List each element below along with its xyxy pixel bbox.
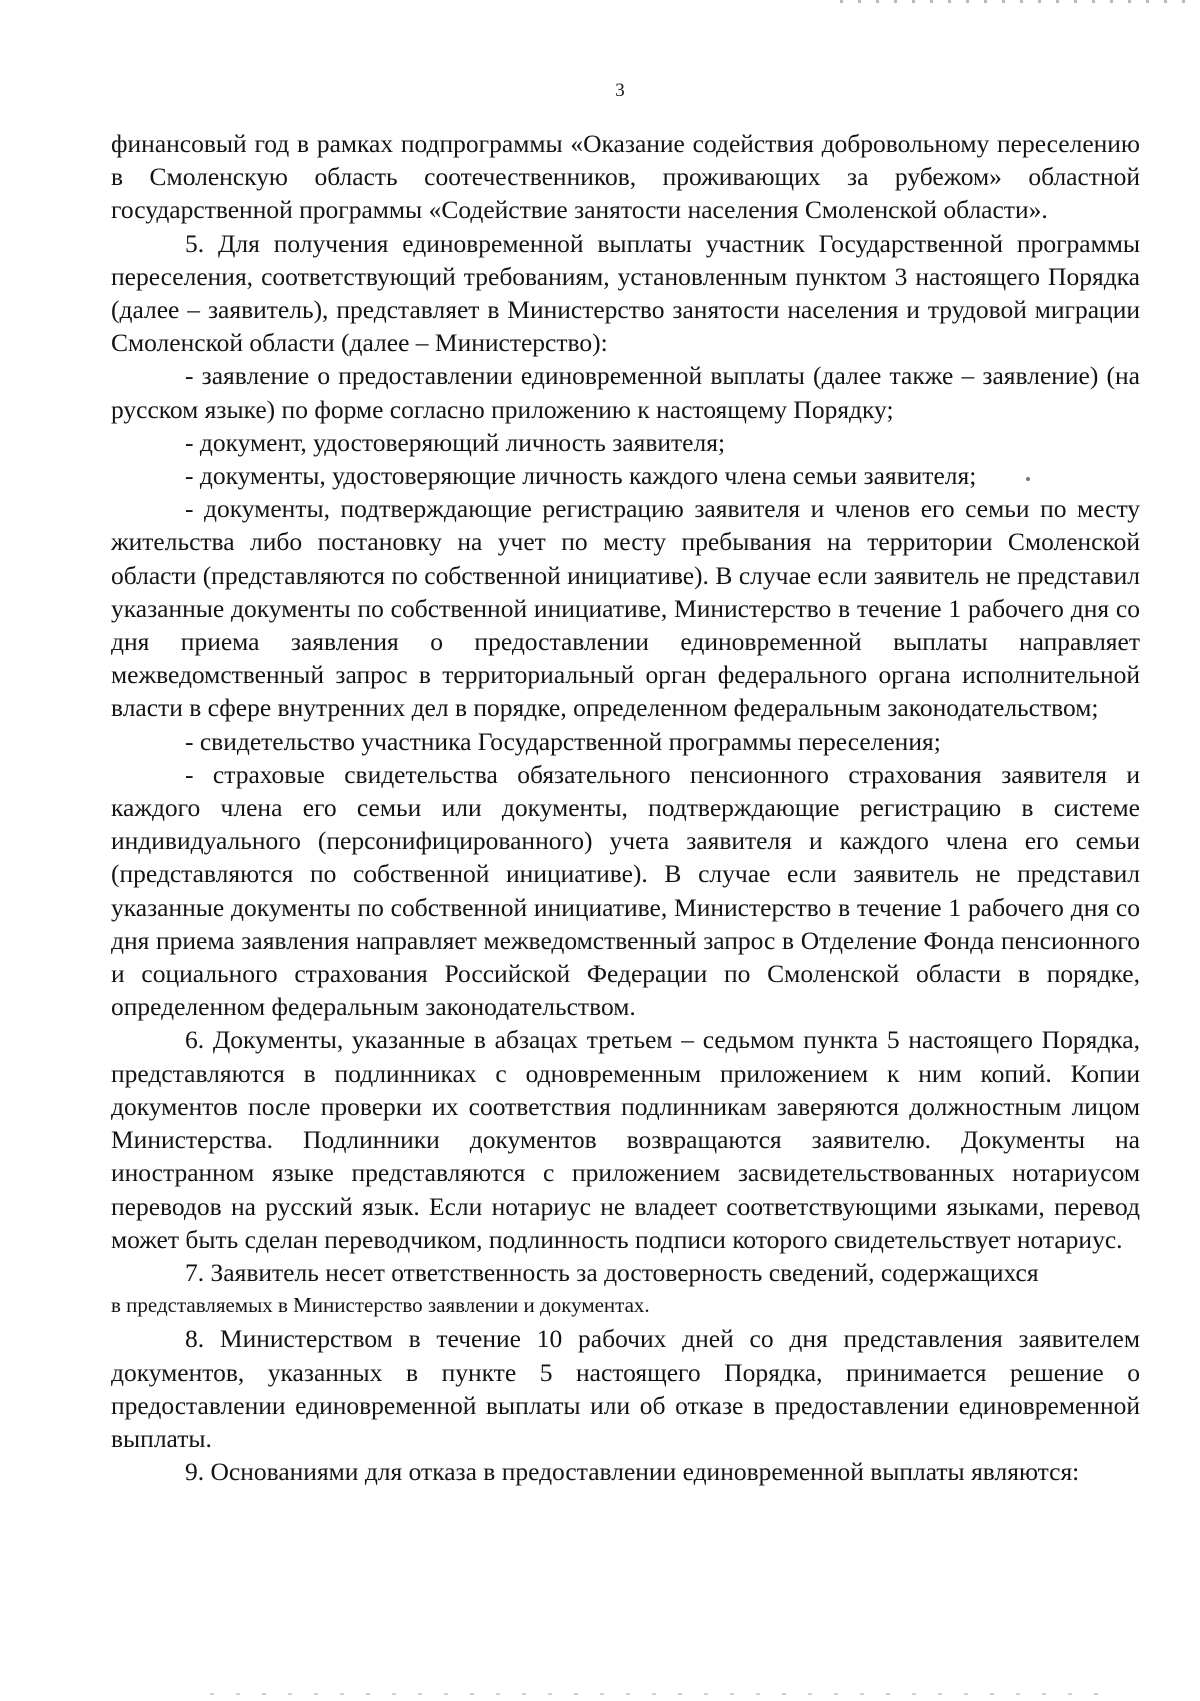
paragraph-item-7-continuation: в представляемых в Министерство заявлении и документах.: [111, 1293, 650, 1318]
list-item-identity-document: - документ, удостоверяющий личность заявителя;: [185, 427, 726, 457]
list-item-registration-documents: - документы, подтверждающие регистрацию заявителя и членов его семьи по месту жительства либо постановку на учет по месту пребывания на территории Смоленской области (представляются по собственной инициативе). В случае если заявитель не представил указанные документы по собственной инициативе, Министерство в течение 1 рабочего дня со дня приема заявления о предоставлении единовременной выплаты направляет межведомственный запрос в территориальный орган федерального органа исполнительной власти в сфере внутренних дел в порядке, определенном федеральным законодательством;: [111, 494, 1140, 723]
scan-edge-bottom: [210, 1693, 1110, 1695]
scan-speck: [1026, 477, 1030, 481]
paragraph-item-5: 5. Для получения единовременной выплаты участник Государственной программы переселения, соответствующий требованиям, установленным пунктом 3 настоящего Порядка (далее – заявитель), представляет в Министерство занятости населения и трудовой миграции Смоленской области (далее – Министерство):: [111, 228, 1140, 358]
paragraph-item-8: 8. Министерством в течение 10 рабочих дней со дня представления заявителем документов, указанных в пункте 5 настоящего Порядка, принимается решение о предоставлении единовременной выплаты или об отказе в предоставлении единовременной выплаты.: [111, 1324, 1140, 1453]
list-item-application: - заявление о предоставлении единовременной выплаты (далее также – заявление) (на русском языке) по форме согласно приложению к настоящему Порядку;: [111, 361, 1140, 424]
list-item-participant-certificate: - свидетельство участника Государственной программы переселения;: [185, 726, 941, 756]
list-item-family-identity-documents: - документы, удостоверяющие личность каждого члена семьи заявителя;: [185, 461, 977, 491]
list-item-insurance-certificates: - страховые свидетельства обязательного пенсионного страхования заявителя и каждого члена его семьи или документы, подтверждающие регистрацию в системе индивидуального (персонифицированного) учета заявителя и каждого члена его семьи (представляются по собственной инициативе). В случае если заявитель не представил указанные документы по собственной инициативе, Министерство в течение 1 рабочего дня со дня приема заявления направляет межведомственный запрос в Отделение Фонда пенсионного и социального страхования Российской Федерации по Смоленской области в порядке, определенном федеральным законодательством.: [111, 759, 1140, 1022]
paragraph-item-7: 7. Заявитель несет ответственность за достоверность сведений, содержащихся: [185, 1257, 1039, 1287]
paragraph-continuation: финансовый год в рамках подпрограммы «Оказание содействия добровольному переселению в Смоленскую область соотечественников, проживающих за рубежом» областной государственной программы «Содействие занятости населения Смоленской области».: [111, 129, 1140, 225]
paragraph-item-9: 9. Основаниями для отказа в предоставлении единовременной выплаты являются:: [185, 1457, 1080, 1487]
scan-edge-top: [840, 0, 1200, 3]
paragraph-item-6: 6. Документы, указанные в абзацах третьем – седьмом пункта 5 настоящего Порядка, представляются в подлинниках с одновременным приложением к ним копий. Копии документов после проверки их соответствия подлинникам заверяются должностным лицом Министерства. Подлинники документов возвращаются заявителю. Документы на иностранном языке представляются с приложением засвидетельствованных нотариусом переводов на русский язык. Если нотариус не владеет соответствующими языками, перевод может быть сделан переводчиком, подлинность подписи которого свидетельствует нотариус.: [111, 1025, 1140, 1254]
document-body: [111, 127, 1140, 1488]
page-number: 3: [615, 80, 625, 101]
